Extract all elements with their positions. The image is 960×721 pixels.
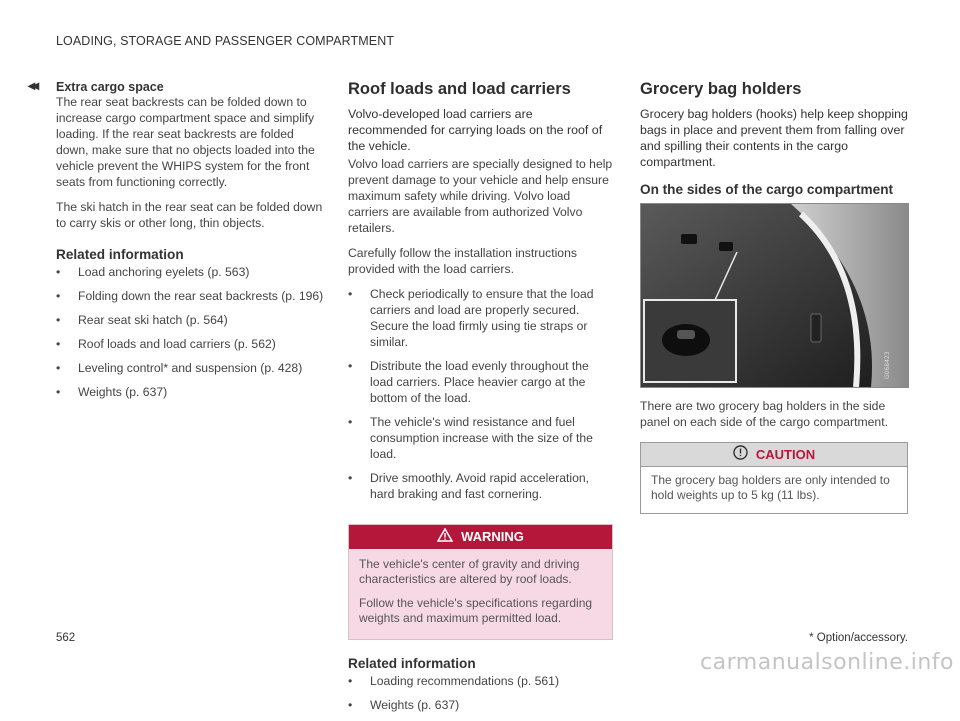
list-item: [348, 470, 613, 502]
list-item-text: Distribute the load evenly throughout the load carriers. Place heavier cargo at the bottom of the load.: [370, 359, 589, 405]
column-roof-loads: [348, 80, 613, 721]
bullet-icon: •: [56, 289, 61, 303]
cargo-compartment-illustration: [640, 203, 909, 388]
list-item-text: The vehicle's wind resistance and fuel consumption increase with the size of the load.: [370, 415, 593, 461]
caution-box: [640, 442, 908, 514]
bullet-icon: •: [348, 359, 353, 373]
list-item: [348, 358, 613, 406]
page-number: 562: [56, 632, 76, 644]
lead-paragraph: Grocery bag holders (hooks) help keep shopping bags in place and prevent them from falling over and spilling their contents in the cargo compartment.: [640, 107, 908, 169]
lead-paragraph: Volvo-developed load carriers are recommended for carrying loads on the roof of the vehicle.: [348, 107, 603, 153]
related-info-list: [56, 264, 326, 400]
related-link-text: Load anchoring eyelets (p. 563): [78, 265, 250, 279]
column-extra-cargo-space: [56, 80, 326, 408]
bullet-icon: •: [56, 361, 61, 375]
bullet-icon: •: [348, 674, 353, 688]
warning-text: Follow the vehicle's specifications regarding weights and maximum permitted load.: [359, 596, 593, 625]
section-heading-extra-cargo: Extra cargo space: [56, 80, 164, 94]
image-code: G068423: [884, 351, 891, 379]
list-item-text: Check periodically to ensure that the load carriers and load are properly secured. Secure the load firmly using tie straps or similar.: [370, 287, 594, 349]
section-heading-grocery: Grocery bag holders: [640, 80, 802, 98]
list-item: [348, 286, 613, 350]
bullet-icon: •: [56, 265, 61, 279]
related-link[interactable]: [56, 360, 326, 376]
related-link[interactable]: [56, 312, 326, 328]
related-link-text: Rear seat ski hatch (p. 564): [78, 313, 228, 327]
related-link[interactable]: [348, 673, 613, 689]
exclamation-circle-icon: [733, 444, 748, 467]
related-info-heading: Related information: [56, 247, 184, 262]
paragraph: There are two grocery bag holders in the side panel on each side of the cargo compartment.: [640, 399, 888, 429]
warning-box: [348, 524, 613, 640]
related-link-text: Roof loads and load carriers (p. 562): [78, 337, 276, 351]
warning-triangle-icon: [437, 526, 453, 550]
caution-text: The grocery bag holders are only intended to hold weights up to 5 kg (11 lbs).: [651, 473, 890, 502]
paragraph: The ski hatch in the rear seat can be folded down to carry skis or other long, thin objects.: [56, 200, 323, 230]
bullet-icon: •: [56, 313, 61, 327]
warning-text: The vehicle's center of gravity and driving characteristics are altered by roof loads.: [359, 557, 580, 586]
related-link[interactable]: [56, 384, 326, 400]
bullet-icon: •: [348, 415, 353, 429]
bullet-icon: •: [56, 337, 61, 351]
related-link-text: Weights (p. 637): [370, 698, 460, 712]
bullet-icon: •: [348, 471, 353, 485]
related-info-list: [348, 673, 613, 713]
paragraph: Volvo load carriers are specially designed to help prevent damage to your vehicle and help ensure maximum safety while driving. Volvo load carriers are available from authorized Volvo retailers.: [348, 157, 613, 235]
related-link-text: Weights (p. 637): [78, 385, 168, 399]
caution-label: CAUTION: [755, 447, 816, 462]
related-link[interactable]: [56, 336, 326, 352]
list-item: [348, 414, 613, 462]
related-link[interactable]: [348, 697, 613, 713]
subheading-cargo-sides: On the sides of the cargo compartment: [640, 182, 894, 197]
list-item-text: Drive smoothly. Avoid rapid acceleration, hard braking and fast cornering.: [370, 471, 590, 501]
warning-body: [349, 549, 612, 639]
bullet-icon: •: [348, 287, 353, 301]
related-info-heading: Related information: [348, 656, 476, 671]
paragraph: The rear seat backrests can be folded down to increase cargo compartment space and simplify loading. If the rear seat backrests are folded down, make sure that no objects loaded into the vehicle prevent the WHIPS system for the front seats from functioning correctly.: [56, 95, 315, 189]
warning-label: WARNING: [461, 529, 524, 544]
section-heading-roof-loads: Roof loads and load carriers: [348, 80, 571, 98]
related-link-text: Folding down the rear seat backrests (p. 196): [78, 289, 324, 303]
watermark: carmanualsonline.info: [700, 650, 954, 675]
footnote-option-accessory: * Option/accessory.: [809, 632, 908, 644]
running-header: LOADING, STORAGE AND PASSENGER COMPARTMENT: [56, 34, 395, 48]
continuation-icon: ◂◂: [28, 77, 37, 93]
related-link-text: Loading recommendations (p. 561): [370, 674, 560, 688]
column-grocery-bag-holders: [640, 80, 908, 514]
related-link[interactable]: [56, 288, 326, 304]
instruction-list: [348, 286, 613, 502]
bullet-icon: •: [348, 698, 353, 712]
warning-header: [349, 525, 612, 549]
paragraph: Carefully follow the installation instructions provided with the load carriers.: [348, 246, 577, 276]
related-link-text: Leveling control* and suspension (p. 428): [78, 361, 303, 375]
related-link[interactable]: [56, 264, 326, 280]
cargo-illustration-svg: [641, 204, 908, 387]
bullet-icon: •: [56, 385, 61, 399]
caution-header: [641, 443, 907, 467]
